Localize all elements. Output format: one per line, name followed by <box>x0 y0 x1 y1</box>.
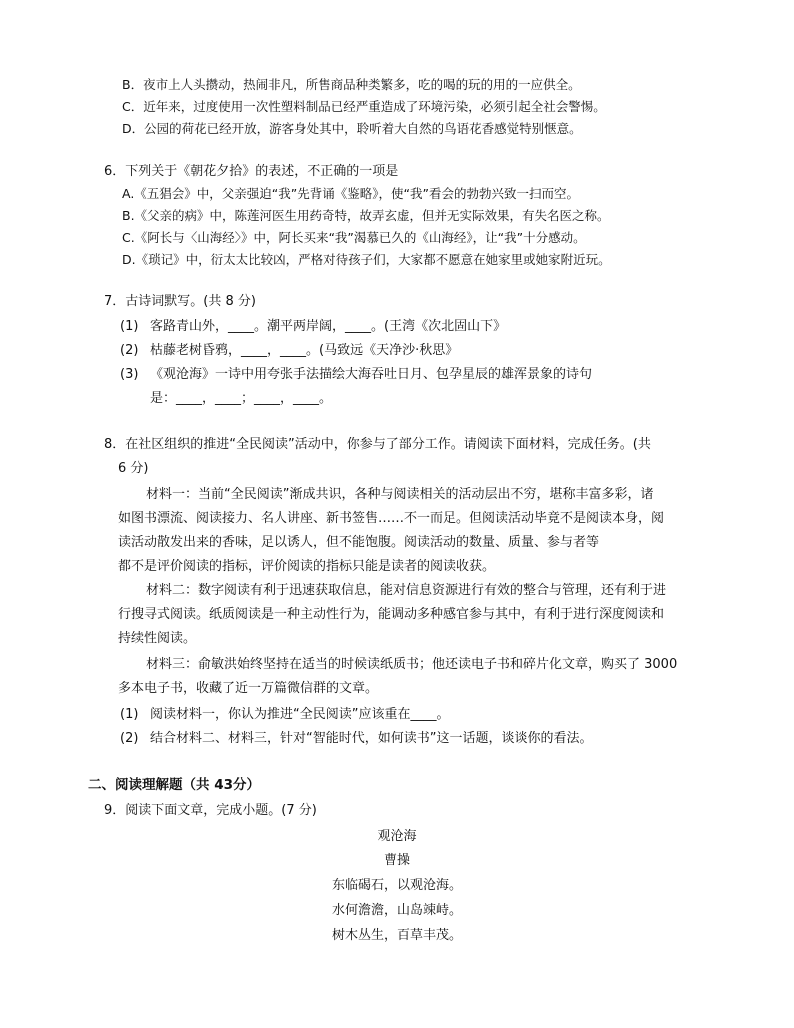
poem-line-1: 东临碣石，以观沧海。 <box>331 878 462 893</box>
q7-item-3 <box>120 366 592 384</box>
q8-stem-line-2: 6 分) <box>118 461 149 476</box>
material-3-line-2: 多本电子书，收藏了近一万篇微信群的文章。 <box>118 681 379 696</box>
q7-item-1-num: (1) <box>120 319 139 334</box>
q8-task-1-text: 阅读材料一，你认为推进“全民阅读”应该重在____。 <box>150 707 450 722</box>
q7-item-2-num: (2) <box>120 343 139 358</box>
material-1-line-4: 都不是评价阅读的指标，评价阅读的指标只能是读者的阅读收获。 <box>118 559 496 574</box>
q7-item-1-text: 客路青山外，____。潮平两岸阔，____。(王湾《次北固山下》 <box>150 319 507 334</box>
q7-item-3-continued: 是：____，____；____，____。 <box>150 391 333 406</box>
material-1-line-3: 读活动散发出来的香味，足以诱人，但不能饱腹。阅读活动的数量、质量、参与者等 <box>118 535 600 550</box>
material-2-line-3: 持续性阅读。 <box>118 631 197 646</box>
q7-stem: 7．古诗词默写。(共 8 分) <box>104 294 256 309</box>
material-3-line-1: 材料三：俞敏洪始终坚持在适当的时候读纸质书；他还读电子书和碎片化文章，购买了 3000 <box>146 657 678 672</box>
material-1-line-2: 如图书漂流、阅读接力、名人讲座、新书签售……不一而足。但阅读活动毕竟不是阅读本身，阅 <box>118 511 665 526</box>
q6-stem: 6．下列关于《朝花夕拾》的表述，不正确的一项是 <box>104 164 399 179</box>
material-2-line-1: 材料二：数字阅读有利于迅速获取信息，能对信息资源进行有效的整合与管理，还有利于进 <box>146 583 667 598</box>
q8-task-2-text: 结合材料二、材料三，针对“智能时代，如何读书”这一话题，谈谈你的看法。 <box>150 731 593 746</box>
q8-stem-line-1: 8．在社区组织的推进“全民阅读”活动中，你参与了部分工作。请阅读下面材料，完成任务。(共 <box>104 437 651 452</box>
material-2-line-2: 行搜寻式阅读。纸质阅读是一种主动性行为，能调动多种感官参与其中，有利于进行深度阅读和 <box>118 607 665 622</box>
q5-option-b: B．夜市上人头攒动，热闹非凡，所售商品种类繁多，吃的喝的玩的用的一应供全。 <box>122 77 581 92</box>
q9-stem: 9．阅读下面文章，完成小题。(7 分) <box>104 803 317 818</box>
poem-title: 观沧海 <box>377 829 417 844</box>
q7-item-1 <box>120 318 506 336</box>
q6-option-d: D.《琐记》中，衍太太比较凶，严格对待孩子们，大家都不愿意在她家里或她家附近玩。 <box>122 252 611 267</box>
q6-option-c: C.《阿长与〈山海经〉》中，阿长买来“我”渴慕已久的《山海经》，让“我”十分感动。 <box>122 230 586 245</box>
q7-item-3-num: (3) <box>120 367 139 382</box>
q5-option-d: D．公园的荷花已经开放，游客身处其中，聆听着大自然的鸟语花香感觉特别惬意。 <box>122 121 582 136</box>
q8-task-2 <box>120 730 592 748</box>
q8-task-1-num: (1) <box>120 707 139 722</box>
material-1-line-1: 材料一：当前“全民阅读”渐成共识，各种与阅读相关的活动层出不穷，堪称丰富多彩，诸 <box>146 487 654 502</box>
q7-item-2-text: 枯藤老树昏鸦，____，____。(马致远《天净沙·秋思》 <box>150 343 459 358</box>
q7-item-3-text: 《观沧海》一诗中用夸张手法描绘大海吞吐日月、包孕星辰的雄浑景象的诗句 <box>150 367 593 382</box>
poem-author: 曹操 <box>383 853 410 868</box>
q5-option-c: C．近年来，过度使用一次性塑料制品已经严重造成了环境污染，必须引起全社会警惕。 <box>122 99 606 114</box>
poem-line-3: 树木丛生，百草丰茂。 <box>331 928 462 943</box>
poem-line-2: 水何澹澹，山岛竦峙。 <box>331 903 462 918</box>
q6-option-b: B.《父亲的病》中，陈莲河医生用药奇特，故弄玄虚，但并无实际效果，有失名医之称。 <box>122 208 610 223</box>
q8-task-1 <box>120 706 449 724</box>
section-heading: 二、阅读理解题（共 43分） <box>88 777 260 793</box>
q8-task-2-num: (2) <box>120 731 139 746</box>
q7-item-2 <box>120 342 458 360</box>
q6-option-a: A.《五猖会》中，父亲强迫“我”先背诵《鉴略》，使“我”看会的勃勃兴致一扫而空。 <box>122 186 579 201</box>
